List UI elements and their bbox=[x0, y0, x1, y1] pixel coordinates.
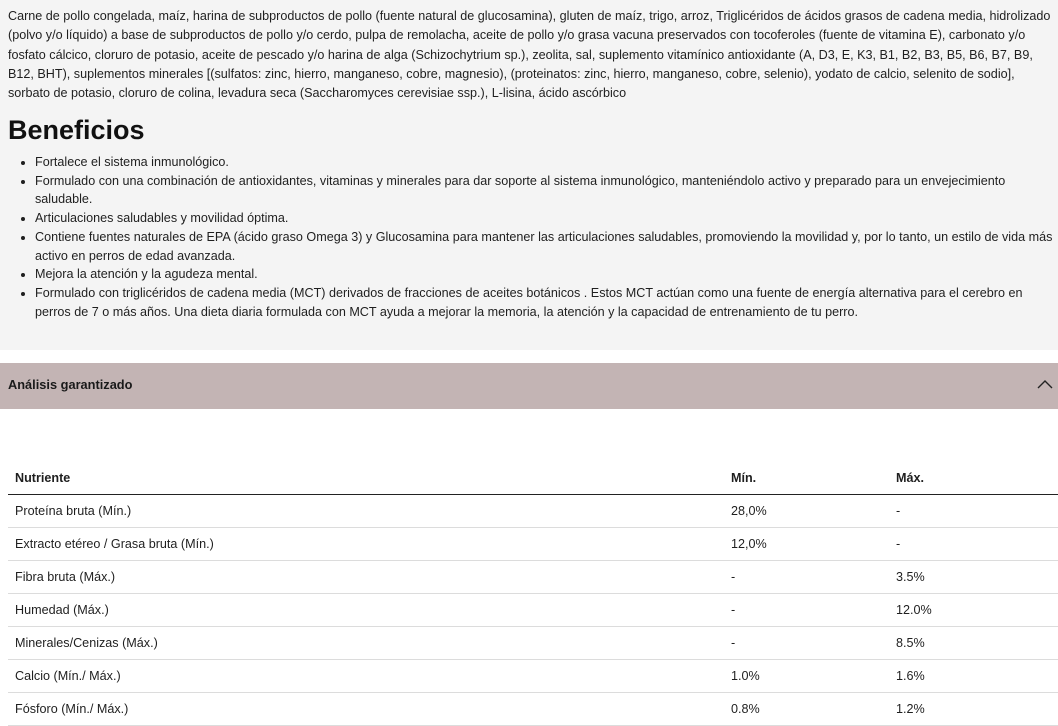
benefit-item: • Formulado con una combinación de antioxidantes, vitaminas y minerales para dar soporte al sistema inmunológico, manteniéndolo activo y preparado para un envejecimiento saludable. bbox=[35, 172, 1054, 209]
nutrient-cell: Fósforo (Mín./ Máx.) bbox=[8, 693, 724, 726]
column-header-max: Máx. bbox=[889, 461, 1058, 495]
accordion-title: Análisis garantizado bbox=[8, 377, 133, 392]
nutrient-cell: Humedad (Máx.) bbox=[8, 594, 724, 627]
max-cell: 1.2% bbox=[889, 693, 1058, 726]
min-cell: - bbox=[724, 627, 889, 660]
max-cell: 8.5% bbox=[889, 627, 1058, 660]
min-cell: - bbox=[724, 561, 889, 594]
benefit-item: • Fortalece el sistema inmunológico. bbox=[35, 153, 1054, 171]
nutrient-cell: Calcio (Mín./ Máx.) bbox=[8, 660, 724, 693]
ingredients-text: Carne de pollo congelada, maíz, harina de subproductos de pollo (fuente natural de glucosamina), gluten de maíz, trigo, arroz, Triglicéridos de ácidos grasos de cadena media, hidrolizado (polvo y/o líquido) a base de subproductos de pollo y/o cerdo, pulpa de remolacha, aceite de pollo y/o grasa vacuna preservados con tocoferoles (fuente de vitamina E), carbonato y/o fosfato cálcico, cloruro de potasio, aceite de pescado y/o harina de alga (Schizochytrium sp.), zeolita, sal, suplemento vitamínico antioxidante (A, D3, E, K3, B1, B2, B3, B5, B6, B7, B9, B12, BHT), suplementos minerales [(sulfatos: zinc, hierro, manganeso, cobre, magnesio), (proteinatos: zinc, hierro, manganeso, cobre, selenio), yodato de calcio, selenito de sodio], sorbato de potasio, cloruro de colina, levadura seca (Saccharomyces cerevisiae ssp.), L-lisina, ácido ascórbico bbox=[8, 9, 1051, 101]
benefit-item: • Contiene fuentes naturales de EPA (ácido graso Omega 3) y Glucosamina para mantener las articulaciones saludables, promoviendo la movilidad y, por lo tanto, un estilo de vida más activo en perros de edad avanzada. bbox=[35, 228, 1054, 265]
benefit-item: • Mejora la atención y la agudeza mental. bbox=[35, 265, 1054, 283]
nutrient-cell: Minerales/Cenizas (Máx.) bbox=[8, 627, 724, 660]
benefit-item: • Articulaciones saludables y movilidad óptima. bbox=[35, 209, 1054, 227]
table-row bbox=[8, 528, 1058, 561]
product-info-panel bbox=[0, 0, 1058, 350]
table-row bbox=[8, 495, 1058, 528]
min-cell: - bbox=[724, 594, 889, 627]
column-header-min: Mín. bbox=[724, 461, 889, 495]
table-header-row bbox=[8, 461, 1058, 495]
benefits-heading: Beneficios bbox=[8, 115, 145, 145]
min-cell: 28,0% bbox=[724, 495, 889, 528]
table-row bbox=[8, 561, 1058, 594]
table-row bbox=[8, 660, 1058, 693]
table-row bbox=[8, 693, 1058, 726]
max-cell: 1.6% bbox=[889, 660, 1058, 693]
max-cell: 3.5% bbox=[889, 561, 1058, 594]
table-row bbox=[8, 594, 1058, 627]
min-cell: 12,0% bbox=[724, 528, 889, 561]
guaranteed-analysis-accordion-header[interactable] bbox=[0, 363, 1058, 409]
min-cell: 1.0% bbox=[724, 660, 889, 693]
max-cell: 12.0% bbox=[889, 594, 1058, 627]
benefits-list bbox=[8, 153, 1054, 322]
max-cell: - bbox=[889, 495, 1058, 528]
max-cell: - bbox=[889, 528, 1058, 561]
nutrient-cell: Fibra bruta (Máx.) bbox=[8, 561, 724, 594]
min-cell: 0.8% bbox=[724, 693, 889, 726]
table-row bbox=[8, 627, 1058, 660]
guaranteed-analysis-table bbox=[8, 461, 1058, 726]
benefit-item: • Formulado con triglicéridos de cadena media (MCT) derivados de fracciones de aceites botánicos . Estos MCT actúan como una fuente de energía alternativa para el cerebro en perros de 7 o más años. Una dieta diaria formulada con MCT ayuda a mejorar la memoria, la atención y la capacidad de entrenamiento de tu perro. bbox=[35, 284, 1054, 321]
chevron-up-icon[interactable] bbox=[1036, 376, 1054, 394]
column-header-nutrient: Nutriente bbox=[8, 461, 724, 495]
nutrient-cell: Proteína bruta (Mín.) bbox=[8, 495, 724, 528]
nutrient-cell: Extracto etéreo / Grasa bruta (Mín.) bbox=[8, 528, 724, 561]
